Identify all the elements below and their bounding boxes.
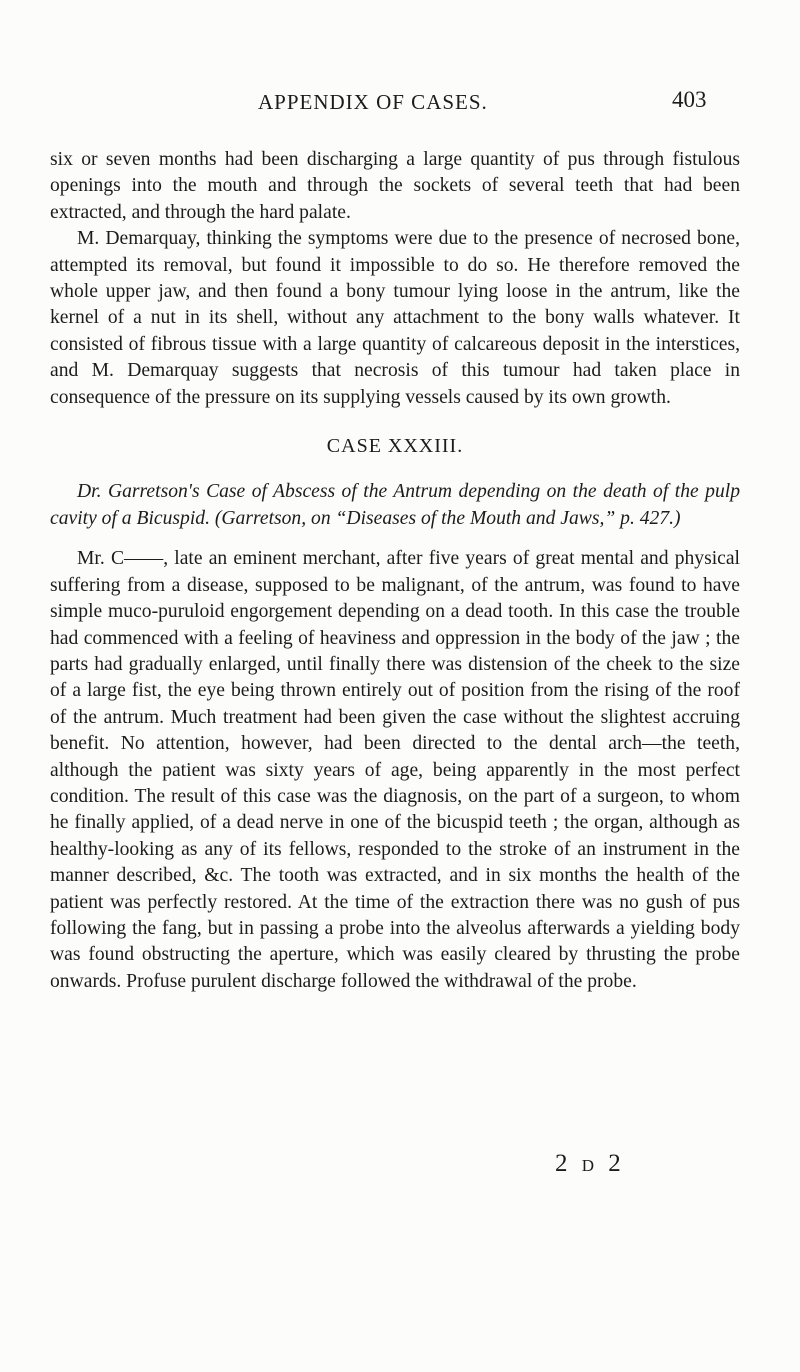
paragraph-case-report: Mr. C——, late an eminent merchant, after five years of great mental and physical suffering from a disease, supposed to be malignant, of the antrum, was found to have simple muco-puruloid engorgement depending on a dead tooth. In this case the trouble had commenced with a feeling of heaviness and oppression in the body of the jaw ; the parts had gradually enlarged, until finally there was distension of the cheek to the size of a large fist, the eye being thrown entirely out of position from the rising of the roof of the antrum. Much treatment had been given the case without the slightest accruing benefit. No attention, however, had been directed to the dental arch—the teeth, although the patient was sixty years of age, being apparently in the most perfect condition. The result of this case was the diagnosis, on the part of a surgeon, to whom he finally applied, of a dead nerve in one of the bicuspid teeth ; the organ, although as healthy-looking as any of its fellows, responded to the stroke of an instrument in the manner described, &c. The tooth was extracted, and in six months the health of the patient was perfectly restored. At the time of the extraction there was no gush of pus following the fang, but in passing a probe into the alveolus afterwards a yielding body was found obstructing the aperture, which was easily cleared by thrusting the probe onwards. Profuse purulent discharge followed the withdrawal of the probe. <box>50 548 740 992</box>
case-heading: CASE XXXIII. <box>326 435 464 458</box>
page-number: 403 <box>672 87 707 112</box>
paragraph-continuation: six or seven months had been discharging a large quantity of pus through fistulous openings into the mouth and through the sockets of several teeth that had been extracted, and through the hard palate. <box>50 149 740 223</box>
signature-right: 2 <box>608 1150 625 1177</box>
running-head: APPENDIX OF CASES. <box>258 90 488 114</box>
signature-mid: D <box>581 1156 599 1175</box>
signature-left: 2 <box>555 1150 572 1177</box>
paragraph-demarquay: M. Demarquay, thinking the symptoms were due to the presence of necrosed bone, attempted its removal, but found it impossible to do so. He therefore removed the whole upper jaw, and then found a bony tumour lying loose in the antrum, like the kernel of a nut in its shell, without any attachment to the bony walls whatever. It consisted of fibrous tissue with a large quantity of calcareous deposit in the interstices, and M. Demarquay suggests that necrosis of this tumour had taken place in consequence of the pressure on its supplying vessels caused by its own growth. <box>50 228 740 408</box>
signature-mark <box>555 1150 625 1178</box>
body-text <box>50 147 740 995</box>
case-subtitle: Dr. Garretson's Case of Abscess of the Antrum depending on the death of the pulp cavity of a Bicuspid. (Garretson, on “Diseases of the Mouth and Jaws,” p. 427.) <box>50 481 740 529</box>
